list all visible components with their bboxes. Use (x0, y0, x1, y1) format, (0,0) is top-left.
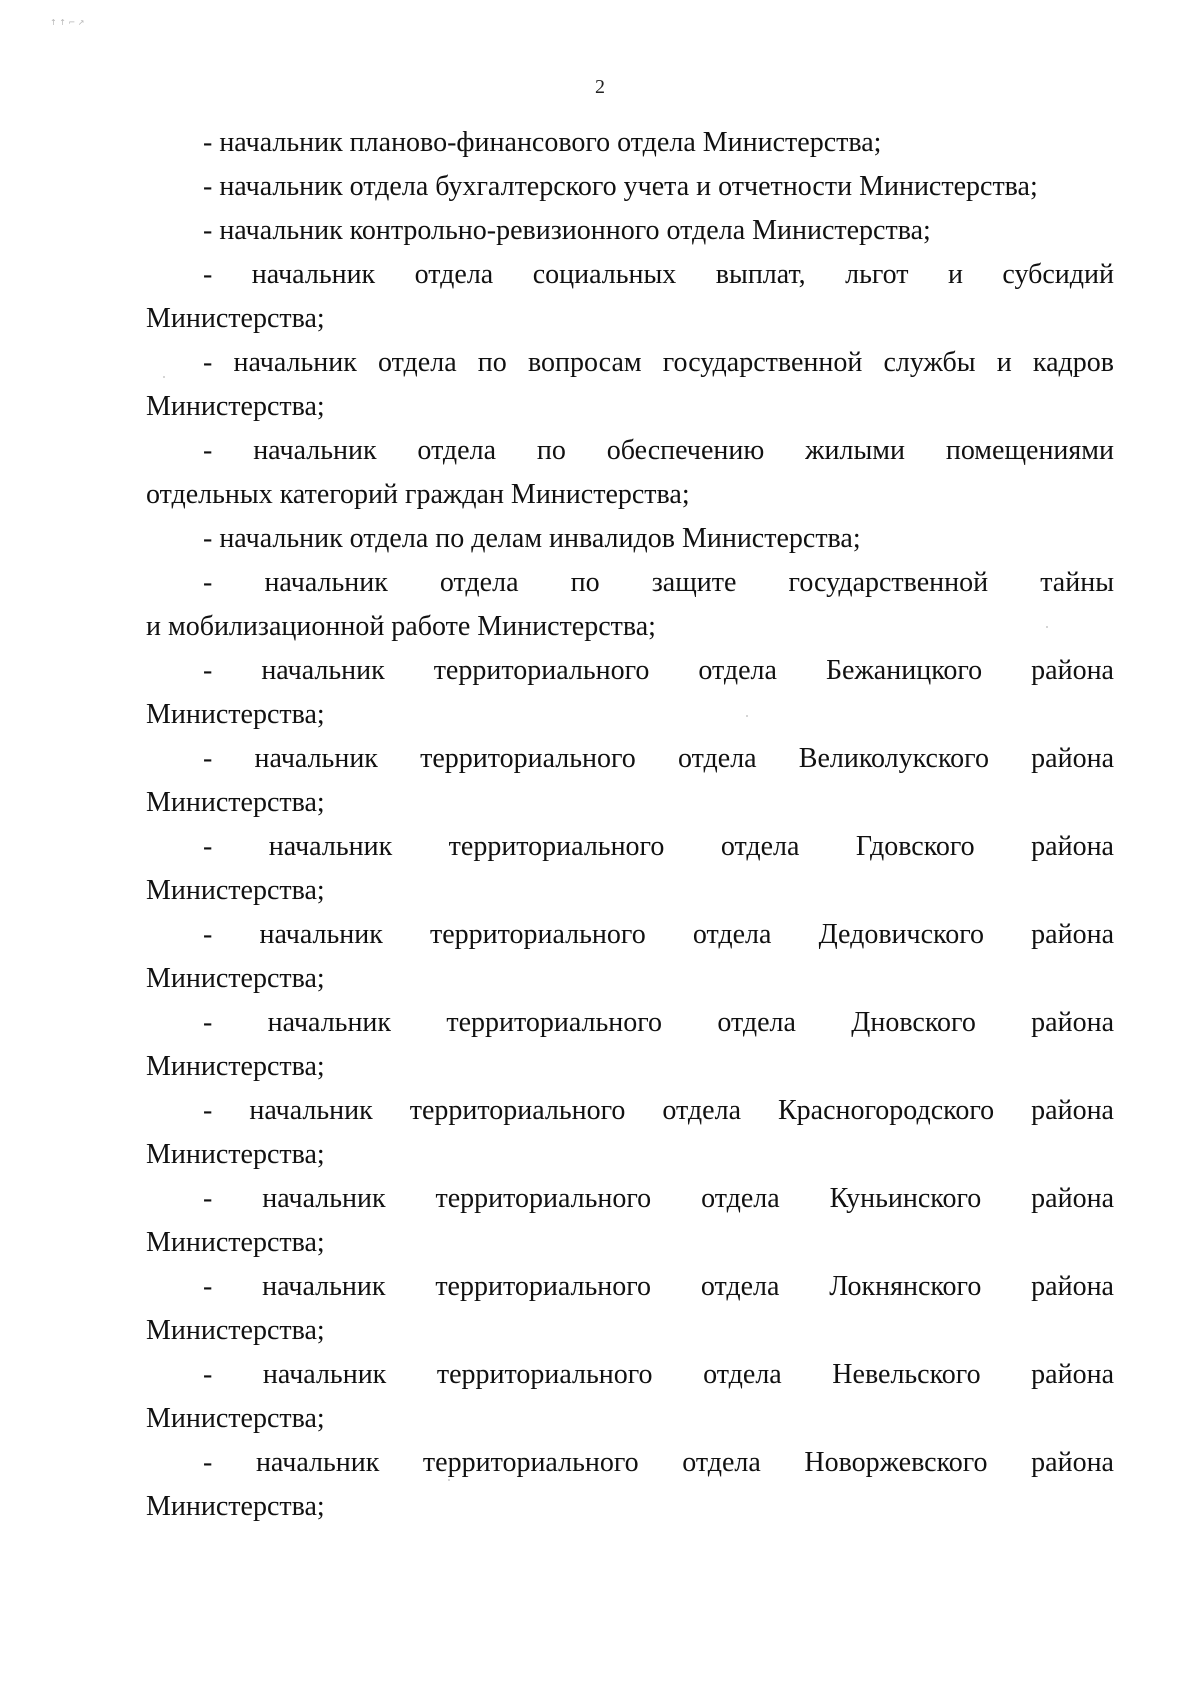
list-item-continuation: и мобилизационной работе Министерства; (146, 611, 656, 642)
list-item-text: - начальник территориального отдела Новоржевского района (203, 1447, 1114, 1478)
document-body (146, 121, 1114, 1529)
list-item (146, 1441, 1114, 1529)
scan-artifact-mark: ↑ ↑ ⌐ ↗ (50, 18, 85, 27)
list-item (146, 1265, 1114, 1353)
list-item (146, 165, 1114, 209)
list-item (146, 517, 1114, 561)
list-item-text: - начальник контрольно-ревизионного отдела Министерства; (203, 215, 931, 246)
list-item-continuation: Министерства; (146, 1491, 325, 1522)
list-item-continuation: Министерства; (146, 1315, 325, 1346)
list-item-text: - начальник территориального отдела Дновского района (203, 1007, 1114, 1038)
scan-speck (163, 376, 165, 378)
list-item-continuation: Министерства; (146, 875, 325, 906)
list-item-continuation: Министерства; (146, 1403, 325, 1434)
list-item-text: - начальник отдела по делам инвалидов Министерства; (203, 523, 861, 554)
scan-speck (448, 1479, 450, 1481)
list-item-continuation: отдельных категорий граждан Министерства; (146, 479, 690, 510)
list-item-continuation: Министерства; (146, 699, 325, 730)
scan-speck (1046, 626, 1048, 628)
scan-speck (746, 715, 748, 717)
list-item-continuation: Министерства; (146, 1139, 325, 1170)
list-item-text: - начальник отдела по защите государственной тайны (203, 567, 1114, 598)
list-item-text: - начальник отдела бухгалтерского учета и отчетности Министерства; (203, 171, 1038, 202)
list-item-continuation: Министерства; (146, 1227, 325, 1258)
list-item (146, 1089, 1114, 1177)
list-item-text: - начальник территориального отдела Куньинского района (203, 1183, 1114, 1214)
list-item (146, 253, 1114, 341)
list-item-text: - начальник территориального отдела Великолукского района (203, 743, 1114, 774)
list-item-text: - начальник территориального отдела Дедовичского района (203, 919, 1114, 950)
list-item (146, 1177, 1114, 1265)
list-item (146, 561, 1114, 649)
list-item-text: - начальник территориального отдела Невельского района (203, 1359, 1114, 1390)
list-item-text: - начальник территориального отдела Бежаницкого района (203, 655, 1114, 686)
list-item-continuation: Министерства; (146, 303, 325, 334)
list-item-text: - начальник территориального отдела Красногородского района (203, 1095, 1114, 1126)
list-item-text: - начальник территориального отдела Локнянского района (203, 1271, 1114, 1302)
list-item-text: - начальник отдела по вопросам государственной службы и кадров (203, 347, 1114, 378)
list-item-text: - начальник отдела по обеспечению жилыми помещениями (203, 435, 1114, 466)
list-item-text: - начальник планово-финансового отдела Министерства; (203, 127, 882, 158)
list-item-text: - начальник территориального отдела Гдовского района (203, 831, 1114, 862)
list-item (146, 341, 1114, 429)
list-item-continuation: Министерства; (146, 391, 325, 422)
list-item (146, 825, 1114, 913)
list-item (146, 429, 1114, 517)
list-item-continuation: Министерства; (146, 787, 325, 818)
list-item (146, 209, 1114, 253)
list-item (146, 1001, 1114, 1089)
list-item (146, 1353, 1114, 1441)
list-item-text: - начальник отдела социальных выплат, льгот и субсидий (203, 259, 1114, 290)
list-item-continuation: Министерства; (146, 963, 325, 994)
page-number: 2 (595, 76, 605, 98)
list-item (146, 913, 1114, 1001)
list-item (146, 649, 1114, 737)
list-item (146, 121, 1114, 165)
list-item (146, 737, 1114, 825)
list-item-continuation: Министерства; (146, 1051, 325, 1082)
